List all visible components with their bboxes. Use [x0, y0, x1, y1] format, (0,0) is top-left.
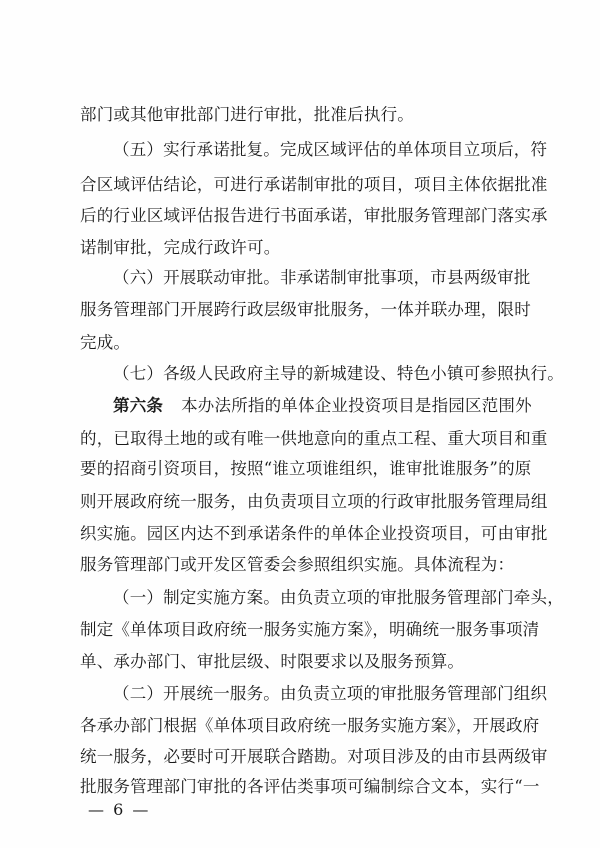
text-line: 诺制审批，完成行政许可。: [80, 238, 281, 257]
text-line: 合区域评估结论，可进行承诺制审批的项目，项目主体依据批准: [80, 175, 548, 194]
text-line: （六）开展联动审批。非承诺制审批事项，市县两级审批: [113, 268, 531, 287]
text-line: 各承办部门根据《单体项目政府统一服务实施方案》，开展政府: [80, 716, 540, 735]
text-line: 单、承办部门、审批层级、时限要求以及服务预算。: [80, 652, 465, 671]
text-line: 则开展政府统一服务，由负责项目立项的行政审批服务管理局组: [80, 492, 548, 511]
text-line: 制定《单体项目政府统一服务实施方案》，明确统一服务事项清: [80, 620, 540, 639]
text-line: 部门或其他审批部门进行审批，批准后执行。: [80, 105, 414, 124]
text-line: 批服务管理部门审批的各评估类事项可编制综合文本，实行“一: [80, 777, 540, 796]
text-line: 的，已取得土地的或有唯一供地意向的重点工程、重大项目和重: [80, 429, 548, 448]
text-line: 后的行业区域评估报告进行书面承诺，审批服务管理部门落实承: [80, 206, 548, 225]
article-text: 本办法所指的单体企业投资项目是指园区范围外: [181, 396, 532, 415]
text-line: 统一服务，必要时可开展联合踏勘。对项目涉及的由市县两级审: [80, 747, 548, 766]
text-line: （五）实行承诺批复。完成区域评估的单体项目立项后，符: [113, 140, 548, 159]
page-number: — 6 —: [88, 800, 151, 819]
text-line: 织实施。园区内达不到承诺条件的单体企业投资项目，可由审批: [80, 524, 548, 543]
text-line: （一）制定实施方案。由负责立项的审批服务管理部门牵头，: [113, 588, 564, 607]
text-line: （七）各级人民政府主导的新城建设、特色小镇可参照执行。: [113, 364, 564, 383]
text-line: 服务管理部门开展跨行政层级审批服务，一体并联办理，限时: [80, 300, 531, 319]
text-line: （二）开展统一服务。由负责立项的审批服务管理部门组织: [113, 684, 548, 703]
text-line: 要的招商引资项目，按照“谁立项谁组织，谁审批谁服务”的原: [80, 459, 532, 478]
article-heading: 第六条: [113, 396, 164, 415]
article-line: [113, 396, 532, 416]
text-line: 服务管理部门或开发区管委会参照组织实施。具体流程为：: [80, 555, 515, 574]
text-line: 完成。: [80, 333, 131, 352]
